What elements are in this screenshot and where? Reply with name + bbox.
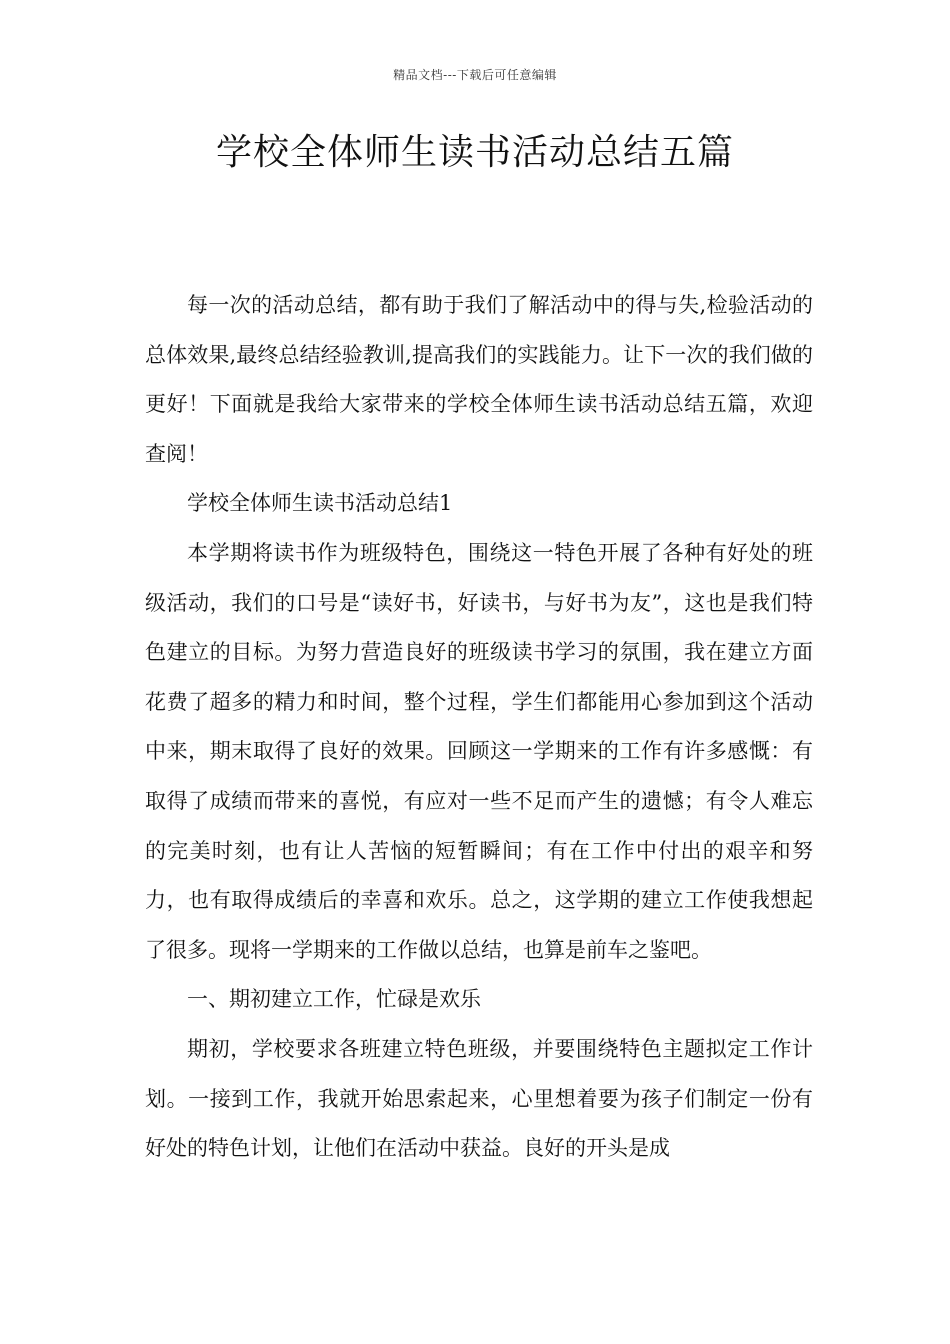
document-title: 学校全体师生读书活动总结五篇: [215, 132, 734, 173]
document-body: [145, 281, 813, 1174]
intro-paragraph: 每一次的活动总结，都有助于我们了解活动中的得与失,检验活动的总体效果,最终总结经验教训,提高我们的实践能力。让下一次的我们做的更好！下面就是我给大家带来的学校全体师生读书活动总结五篇，欢迎查阅！: [145, 293, 813, 466]
header-note: 精品文档---下载后可任意编辑: [393, 68, 557, 82]
body-paragraph: 期初，学校要求各班建立特色班级，并要围绕特色主题拟定工作计划。一接到工作，我就开始思索起来，心里想着要为孩子们制定一份有好处的特色计划，让他们在活动中获益。良好的开头是成: [145, 1036, 813, 1161]
subsection-heading: 一、期初建立工作，忙碌是欢乐: [187, 987, 481, 1012]
body-paragraph: 本学期将读书作为班级特色，围绕这一特色开展了各种有好处的班级活动，我们的口号是“读好书，好读书，与好书为友”，这也是我们特色建立的目标。为努力营造良好的班级读书学习的氛围，我在建立方面花费了超多的精力和时间，整个过程，学生们都能用心参加到这个活动中来，期末取得了良好的效果。回顾这一学期来的工作有许多感慨：有取得了成绩而带来的喜悦，有应对一些不足而产生的遗憾；有令人难忘的完美时刻，也有让人苦恼的短暂瞬间；有在工作中付出的艰辛和努力，也有取得成绩后的幸喜和欢乐。总之，这学期的建立工作使我想起了很多。现将一学期来的工作做以总结，也算是前车之鉴吧。: [145, 540, 813, 962]
section-title-1: 学校全体师生读书活动总结1: [187, 491, 453, 516]
